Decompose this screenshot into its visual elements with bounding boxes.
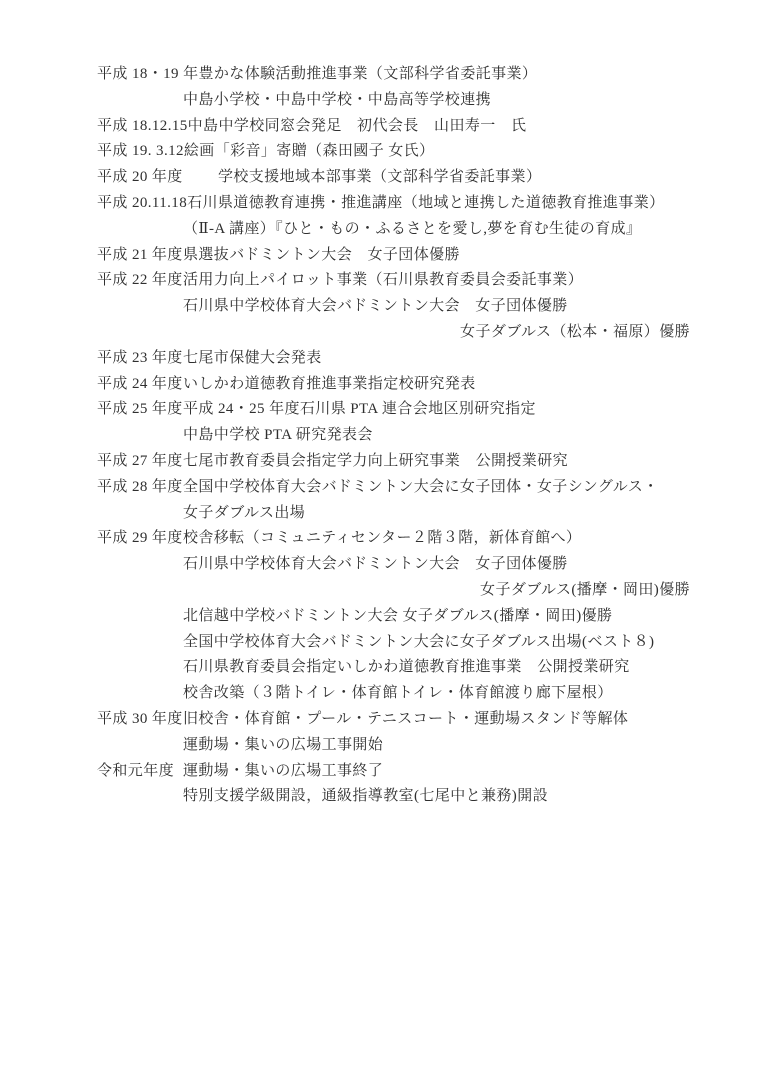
timeline-row <box>97 526 690 552</box>
timeline-row <box>97 552 690 578</box>
timeline-row <box>97 784 690 810</box>
timeline-date: 平成 20 年度 <box>97 169 183 186</box>
timeline-date: 平成 20.11.18 <box>97 194 188 211</box>
timeline-row <box>97 449 690 475</box>
timeline-date: 平成 21 年度 <box>97 246 183 263</box>
timeline-date: 平成 19. 3.12 <box>97 143 184 160</box>
timeline-row <box>97 217 690 243</box>
timeline-event-text: 校舎移転（コミュニティセンター２階３階，新体育館へ） <box>183 530 582 547</box>
timeline-date: 平成 23 年度 <box>97 349 183 366</box>
timeline-event-text: 中島中学校同窓会発足 初代会長 山田寿一 氏 <box>187 117 527 134</box>
timeline-row <box>97 372 690 398</box>
timeline-event-text: 石川県中学校体育大会バドミントン大会 女子団体優勝 <box>183 556 568 573</box>
timeline-row <box>97 759 690 785</box>
timeline-row <box>97 294 690 320</box>
chronology-list <box>97 62 690 810</box>
timeline-row <box>97 243 690 269</box>
timeline-row <box>97 604 690 630</box>
timeline-date: 平成 29 年度 <box>97 530 183 547</box>
timeline-event-text: 石川県中学校体育大会バドミントン大会 女子団体優勝 <box>183 298 568 315</box>
timeline-event-text: 運動場・集いの広場工事開始 <box>183 736 384 753</box>
timeline-event-text: 中島小学校・中島中学校・中島高等学校連携 <box>183 91 492 108</box>
timeline-event-text: 旧校舎・体育館・プール・テニスコート・運動場スタンド等解体 <box>183 710 629 727</box>
timeline-row <box>97 191 690 217</box>
timeline-event-text: 校舎改築（３階トイレ・体育館トイレ・体育館渡り廊下屋根） <box>183 685 613 702</box>
timeline-event-text: いしかわ道徳教育推進事業指定校研究発表 <box>183 375 476 392</box>
timeline-row <box>97 733 690 759</box>
timeline-date: 平成 18.12.15 <box>97 117 188 134</box>
timeline-row <box>97 475 690 501</box>
timeline-event-text: （Ⅱ-A 講座）『ひと・もの・ふるさとを愛し,夢を育む生徒の育成』 <box>183 220 642 237</box>
timeline-event-text: 石川県教育委員会指定いしかわ道徳教育推進事業 公開授業研究 <box>183 659 630 676</box>
timeline-row <box>97 707 690 733</box>
timeline-row <box>97 578 690 604</box>
timeline-event-text: 全国中学校体育大会バドミントン大会に女子ダブルス出場(ベスト８) <box>183 633 655 650</box>
timeline-row <box>97 114 690 140</box>
timeline-date: 平成 22 年度 <box>97 272 183 289</box>
timeline-row <box>97 423 690 449</box>
timeline-row <box>97 346 690 372</box>
timeline-row <box>97 268 690 294</box>
timeline-row <box>97 139 690 165</box>
timeline-row <box>97 165 690 191</box>
timeline-event-text: 女子ダブルス出場 <box>183 504 306 521</box>
timeline-date: 平成 30 年度 <box>97 710 183 727</box>
timeline-date: 平成 28 年度 <box>97 478 183 495</box>
timeline-event-text: 豊かな体験活動推進事業（文部科学省委託事業） <box>198 66 538 82</box>
timeline-event-text: 全国中学校体育大会バドミントン大会に女子団体・女子シングルス・ <box>183 478 659 495</box>
timeline-event-text: 特別支援学級開設，通級指導教室(七尾中と兼務)開設 <box>183 788 548 805</box>
timeline-row <box>97 655 690 681</box>
timeline-event-text: 北信越中学校バドミントン大会 女子ダブルス(播摩・岡田)優勝 <box>183 607 613 624</box>
timeline-event-text: 女子ダブルス（松本・福原）優勝 <box>460 323 690 340</box>
timeline-event-text: 平成 24・25 年度石川県 PTA 連合会地区別研究指定 <box>183 401 536 418</box>
timeline-row <box>97 630 690 656</box>
timeline-event-text: 運動場・集いの広場工事終了 <box>183 762 384 779</box>
timeline-row <box>97 397 690 423</box>
timeline-event-text: 女子ダブルス(播摩・岡田)優勝 <box>480 581 690 598</box>
timeline-row <box>97 62 690 88</box>
timeline-event-text: 絵画「彩音」寄贈（森田國子 女氏） <box>183 143 435 160</box>
timeline-event-text: 七尾市教育委員会指定学力向上研究事業 公開授業研究 <box>183 452 569 469</box>
timeline-date: 平成 25 年度 <box>97 401 183 418</box>
timeline-event-text: 学校支援地域本部事業（文部科学省委託事業） <box>183 169 542 186</box>
timeline-event-text: 中島中学校 PTA 研究発表会 <box>183 427 373 444</box>
timeline-row <box>97 320 690 346</box>
timeline-row <box>97 501 690 527</box>
timeline-date: 令和元年度 <box>97 762 175 779</box>
timeline-date: 平成 18・19 年 <box>97 66 199 82</box>
timeline-event-text: 七尾市保健大会発表 <box>183 349 322 366</box>
timeline-row <box>97 88 690 114</box>
timeline-event-text: 活用力向上パイロット事業（石川県教育委員会委託事業） <box>183 272 584 289</box>
timeline-date: 平成 24 年度 <box>97 375 183 392</box>
timeline-row <box>97 681 690 707</box>
timeline-event-text: 県選抜バドミントン大会 女子団体優勝 <box>183 246 460 263</box>
timeline-date: 平成 27 年度 <box>97 452 183 469</box>
timeline-event-text: 石川県道徳教育連携・推進講座（地域と連携した道徳教育推進事業） <box>187 194 665 211</box>
